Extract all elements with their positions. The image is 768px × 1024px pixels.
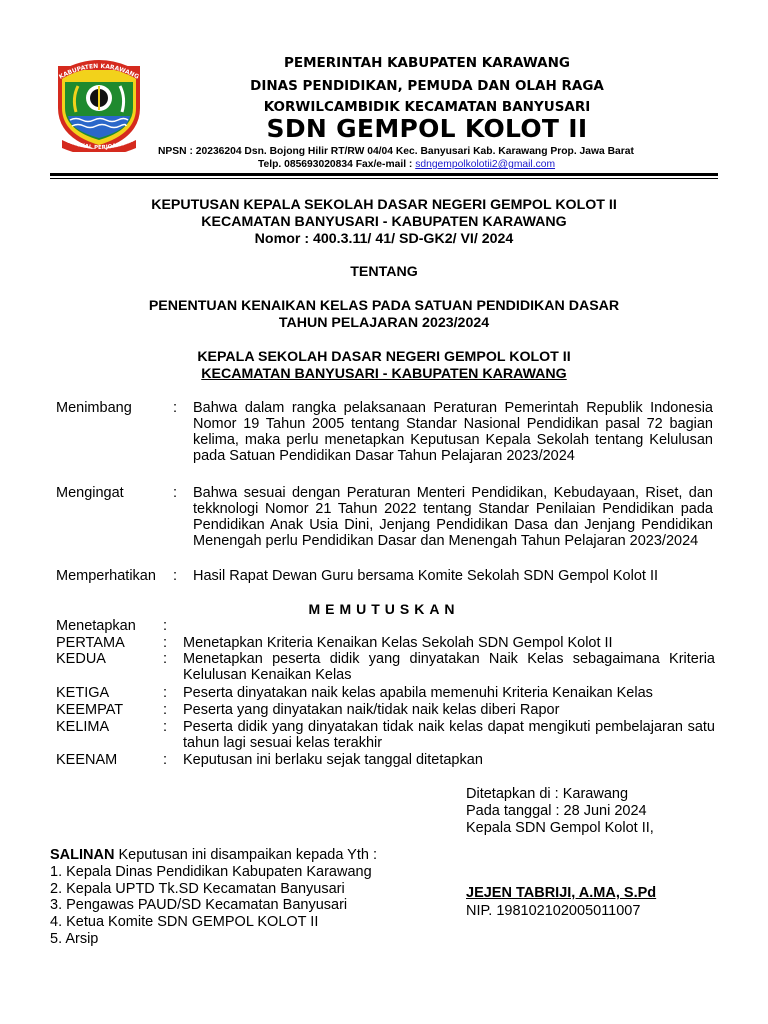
decree-subject-year: TAHUN PELAJARAN 2023/2024 [278,315,490,331]
colon: : [163,719,168,735]
decision-text: Menetapkan Kriteria Kenaikan Kelas Sekolah SDN Gempol Kolot II [183,635,613,651]
tentang-heading: TENTANG [350,264,418,280]
header-divider-thick [50,173,718,176]
menimbang-label: Menimbang [56,400,132,416]
salinan-item: 4. Ketua Komite SDN GEMPOL KOLOT II [50,914,319,931]
salinan-item: 2. Kepala UPTD Tk.SD Kecamatan Banyusari [50,880,345,897]
salinan-label: SALINAN [50,847,115,863]
mengingat-text: Bahwa sesuai dengan Peraturan Menteri Pendidikan, Kebudayaan, Riset, dan tekknologi Nomor 21 Tahun 2022 tentang Standar Penilaian Pendidikan pada Pendidikan Anak Usia Dini, Jenjang Pendidikan Dasa dan Jenjang Pendidikan Menengah perlu Pendidikan Dasar dan Menengah Tahun Pelajaran 2023/2024 [193,485,713,549]
menimbang-text: Bahwa dalam rangka pelaksanaan Peraturan Pemerintah Republik Indonesia Nomor 19 Tahun 2005 tentang Standar Nasional Pendidikan pasal 72 bagian kelima, maka perlu menetapkan Keputusan Kepala Sekolah tentang Kelulusan pada Satuan Pendidikan Dasar Tahun Pelajaran 2023/2024 [193,400,713,464]
decision-label: KEENAM [56,752,118,768]
colon: : [173,485,178,501]
headmaster-title: KEPALA SEKOLAH DASAR NEGERI GEMPOL KOLOT II [197,349,571,365]
signatory-nip: NIP. 198102102005011007 [466,903,641,919]
header-korwil: KORWILCAMBIDIK KECAMATAN BANYUSARI [263,99,591,115]
decree-subject: PENENTUAN KENAIKAN KELAS PADA SATUAN PENDIDIKAN DASAR [148,298,620,314]
decree-number: Nomor : 400.3.11/ 41/ SD-GK2/ VI/ 2024 [254,231,514,247]
colon: : [173,400,178,416]
decision-label: PERTAMA [56,635,125,651]
headmaster-district: KECAMATAN BANYUSARI - KABUPATEN KARAWANG [201,366,567,382]
header-department: DINAS PENDIDIKAN, PEMUDA DAN OLAH RAGA [250,78,604,94]
school-address: NPSN : 20236204 Dsn. Bojong Hilir RT/RW 04/04 Kec. Banyusari Kab. Karawang Prop. Jawa Barat [158,146,634,157]
salinan-item: 5. Arsip [50,930,99,947]
mengingat-label: Mengingat [56,485,124,501]
decision-text: Peserta yang dinyatakan naik/tidak naik kelas diberi Rapor [183,702,560,718]
decision-text: Keputusan ini berlaku sejak tanggal ditetapkan [183,752,483,768]
school-contact [258,159,555,170]
salinan-heading [50,847,377,864]
colon: : [163,618,168,634]
decision-label: KEDUA [56,651,106,667]
colon: : [163,685,168,701]
colon: : [163,702,168,718]
header-government: PEMERINTAH KABUPATEN KARAWANG [284,55,570,71]
colon: : [173,568,178,584]
decision-label: KETIGA [56,685,110,701]
decision-text: Menetapkan peserta didik yang dinyatakan Naik Kelas sebagaimana Kriteria Kelulusan Kenaikan Kelas [183,651,715,683]
colon: : [163,635,168,651]
memutuskan-heading: MEMUTUSKAN [308,601,460,617]
signing-date: Pada tanggal : 28 Juni 2024 [466,803,647,819]
menetapkan-label: Menetapkan [56,618,136,634]
svg-text:KABUPATEN KARAWANG: KABUPATEN KARAWANG [57,62,141,81]
signing-block [466,786,654,837]
memperhatikan-text: Hasil Rapat Dewan Guru bersama Komite Sekolah SDN Gempol Kolot II [193,568,659,584]
signatory-name: JEJEN TABRIJI, A.MA, S.Pd [466,885,657,901]
signing-place: Ditetapkan di : Karawang [466,786,629,802]
salinan-item: 1. Kepala Dinas Pendidikan Kabupaten Karawang [50,863,372,880]
svg-text:PANGKAL PERJOANGAN: ANGKAL PERJOANGAN [66,137,135,152]
salinan-item: 3. Pengawas PAUD/SD Kecamatan Banyusari [50,897,348,914]
colon: : [163,651,168,667]
colon: : [163,752,168,768]
decree-title-district: KECAMATAN BANYUSARI - KABUPATEN KARAWANG [201,214,567,230]
header-divider-thin [50,178,718,179]
memperhatikan-label: Memperhatikan [56,568,156,584]
decision-text: Peserta didik yang dinyatakan tidak naik kelas dapat mengikuti pembelajaran satu tahun lagi sesuai kelas terakhir [183,719,715,751]
salinan-block [50,847,377,948]
signing-position: Kepala SDN Gempol Kolot II, [466,820,654,836]
phone-fax: Telp. 085693020834 Fax/e-mail : [258,159,416,170]
decision-label: KELIMA [56,719,110,735]
salinan-intro: Keputusan ini disampaikan kepada Yth : [114,847,377,863]
decree-title: KEPUTUSAN KEPALA SEKOLAH DASAR NEGERI GEMPOL KOLOT II [151,197,617,213]
decision-text: Peserta dinyatakan naik kelas apabila memenuhi Kriteria Kenaikan Kelas [183,685,653,701]
decision-label: KEEMPAT [56,702,124,718]
school-name: SDN GEMPOL KOLOT II [266,114,588,143]
email-link[interactable]: sdngempolkolotii2@gmail.com [415,159,556,170]
